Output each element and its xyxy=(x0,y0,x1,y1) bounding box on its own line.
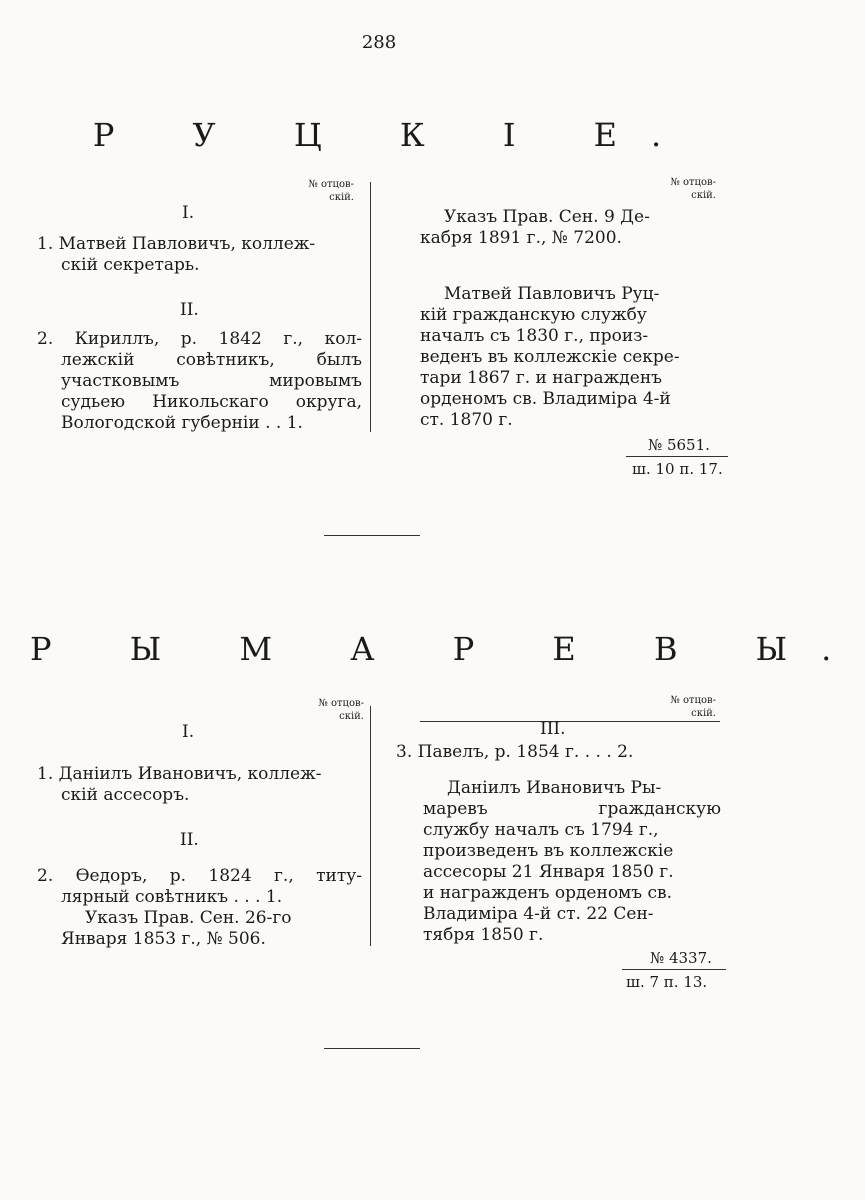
archive-location: ш. 7 п. 13. xyxy=(626,973,708,991)
family-title-ruckie: Р У Ц К I Е. xyxy=(92,116,696,154)
header-rule xyxy=(420,721,720,722)
column-divider xyxy=(370,182,371,432)
entry-1: 1. Даніилъ Ивановичъ, коллеж- скій ассесоръ. xyxy=(37,764,322,805)
entry-2: 2. Ѳедоръ, р. 1824 г., титу- лярный совѣтникъ . . . 1. Указъ Прав. Сен. 26-го Января 1853 г., № 506. xyxy=(37,866,362,949)
page-number: 288 xyxy=(361,32,397,53)
generation-roman-iii: III. xyxy=(540,719,566,739)
generation-roman-ii: II. xyxy=(180,830,199,850)
column-header-left: № отцов- скій. xyxy=(308,179,354,203)
entry-1: 1. Матвей Павловичъ, коллеж- скій секретарь. xyxy=(37,234,316,275)
archive-rule xyxy=(622,969,726,970)
column-header-right: № отцов- скій. xyxy=(670,177,716,201)
decree-text: Указъ Прав. Сен. 9 Де- кабря 1891 г., № 7200. xyxy=(420,207,650,248)
archive-number: № 4337. xyxy=(650,949,712,967)
archive-location: ш. 10 п. 17. xyxy=(632,460,723,478)
entry-3: 3. Павелъ, р. 1854 г. . . . 2. xyxy=(396,742,634,762)
section-divider xyxy=(324,1048,420,1049)
column-header-right: № отцов- скій. xyxy=(670,695,716,719)
biography-text: Матвей Павловичъ Руц- кій гражданскую службу началъ съ 1830 г., произ- веденъ въ коллежскіе секре- тари 1867 г. и награжденъ орденомъ св. Владиміра 4-й ст. 1870 г. xyxy=(420,284,680,430)
generation-roman-i: I. xyxy=(182,203,195,223)
section-divider xyxy=(324,535,420,536)
biography-text: Даніилъ Ивановичъ Ры- маревъ гражданскую службу началъ съ 1794 г., произведенъ въ коллежскіе ассесоры 21 Января 1850 г. и награжденъ орденомъ св. Владиміра 4-й ст. 22 Сен- тября 1850 г. xyxy=(423,778,721,945)
column-header-left: № отцов- скій. xyxy=(318,698,364,722)
generation-roman-ii: II. xyxy=(180,300,199,320)
column-divider xyxy=(370,706,371,946)
archive-number: № 5651. xyxy=(648,436,710,454)
generation-roman-i: I. xyxy=(182,722,195,742)
entry-2: 2. Кириллъ, р. 1842 г., кол- лежскій совѣтникъ, былъ участковымъ мировымъ судьею Никольскаго округа, Вологодской губерніи . . 1. xyxy=(37,329,362,433)
family-title-rymarevy: Р Ы М А Р Е В Ы. xyxy=(30,630,865,668)
archive-rule xyxy=(626,456,728,457)
